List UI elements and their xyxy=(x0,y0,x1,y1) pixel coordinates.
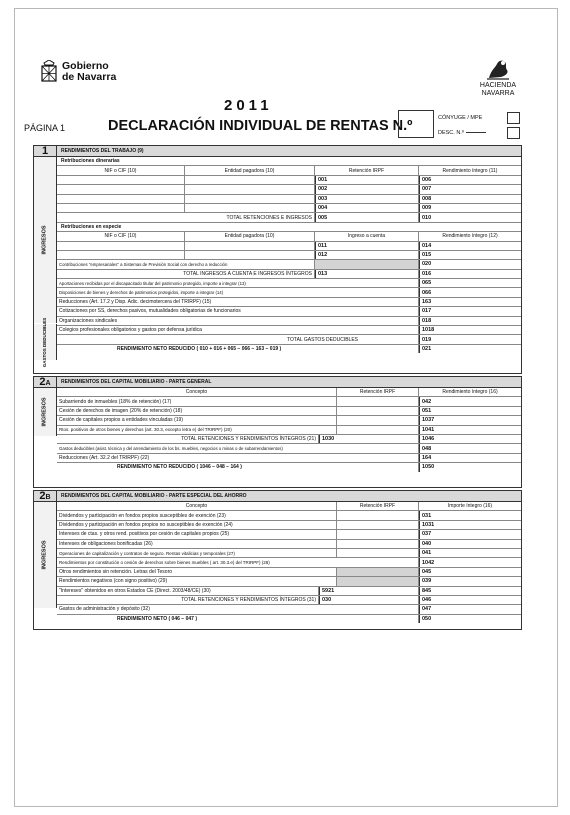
row-label: Cotizaciones por SS, derechos pasivos, mutualidades obligatorias de funcionarios xyxy=(57,307,419,315)
col-header: Concepto xyxy=(57,502,337,510)
form-title: DECLARACIÓN INDIVIDUAL DE RENTAS N.º xyxy=(108,118,413,134)
box-code: 164 xyxy=(419,454,437,462)
rendimiento-field[interactable] xyxy=(437,407,521,415)
table-row xyxy=(57,416,521,425)
box-code: 1030 xyxy=(319,435,341,443)
table-row xyxy=(57,540,521,549)
box-code: 017 xyxy=(419,307,437,315)
hacienda-line-1: HACIENDA xyxy=(479,82,517,89)
navarra-shield-icon xyxy=(40,60,58,84)
entidad-field[interactable] xyxy=(185,185,315,193)
importe-field[interactable] xyxy=(437,511,521,519)
importe-field[interactable] xyxy=(437,577,521,585)
box-code: 1046 xyxy=(419,435,437,443)
gastos-side-label: GASTOS DEDUCIBLES xyxy=(34,324,57,360)
contrib-field[interactable] xyxy=(437,260,521,268)
box-code: 009 xyxy=(419,204,437,212)
row-label: Cesión de capitales propios a entidades vinculadas (19) xyxy=(57,416,337,424)
total-label: TOTAL GASTOS DEDUCIBLES xyxy=(57,335,419,343)
col-header: Entidad pagadora (10) xyxy=(185,166,315,174)
colegios-field[interactable] xyxy=(437,326,521,334)
box-code: 046 xyxy=(419,596,437,604)
table-row xyxy=(57,317,521,326)
box-code: 041 xyxy=(419,549,437,557)
table-row xyxy=(57,288,521,297)
table-row xyxy=(57,568,521,577)
hacienda-line-2: NAVARRA xyxy=(481,90,515,97)
box-code: 008 xyxy=(419,195,437,203)
box-code: 015 xyxy=(419,251,437,259)
gobierno-logo xyxy=(40,60,116,84)
table-header xyxy=(57,166,521,175)
rendimiento-field[interactable] xyxy=(437,397,521,405)
box-code: 1050 xyxy=(419,463,437,471)
total-label: TOTAL RETENCIONES Y RENDIMIENTOS ÍNTEGROS (21) xyxy=(57,435,319,443)
table-row xyxy=(57,558,521,567)
row-label: Reducciones (Art. 17.2 y Disp. Adic. decimotercera del TRIRPF) (15) xyxy=(57,298,419,306)
retencion-field[interactable] xyxy=(337,397,419,405)
box-code: 019 xyxy=(419,335,437,343)
table-row xyxy=(57,251,521,260)
box-code: 042 xyxy=(419,397,437,405)
box-code: 045 xyxy=(419,568,437,576)
row-label: Dividendos y participación en fondos propios susceptibles de exención (23) xyxy=(57,511,337,519)
table-row xyxy=(57,407,521,416)
row-label: Gastos deducibles (asist. técnica y del arrendamiento de los bs. muebles, negocios o minas o de subarrendamientos) xyxy=(57,444,419,452)
box-code: 021 xyxy=(419,345,437,353)
sindicales-field[interactable] xyxy=(437,317,521,325)
row-label: Otros rendimientos sin retención. Letras del Tesoro xyxy=(57,568,337,576)
nif-field[interactable] xyxy=(57,204,185,212)
table-row xyxy=(57,521,521,530)
col-header: NIF o CIF (10) xyxy=(57,232,185,240)
total-rendimiento-field[interactable] xyxy=(437,213,521,221)
retencion-field[interactable] xyxy=(337,416,419,424)
box-code: 845 xyxy=(419,587,437,595)
box-code: 018 xyxy=(419,317,437,325)
table-row xyxy=(57,444,521,453)
row-label: Gastos de administración y depósito (32) xyxy=(57,605,419,613)
net-label: RENDIMIENTO NETO ( 046 − 047 ) xyxy=(57,615,419,623)
importe-field[interactable] xyxy=(437,587,521,595)
entidad-field[interactable] xyxy=(185,176,315,184)
aport-field[interactable] xyxy=(437,279,521,287)
dispos-field[interactable] xyxy=(437,288,521,296)
section-2b-capital-ahorro xyxy=(33,490,522,630)
rendimiento-field[interactable] xyxy=(437,242,521,250)
section-1-trabajo xyxy=(33,145,522,374)
box-code: 002 xyxy=(315,185,333,193)
net-row xyxy=(57,345,521,353)
row-label: Dividendos y participación en fondos propios no susceptibles de exención (24) xyxy=(57,521,337,529)
entidad-field[interactable] xyxy=(185,195,315,203)
row-label: Aportaciones recibidas por el discapacitado titular del patrimonio protegido, importe a integrar (13) xyxy=(57,279,419,287)
table-row xyxy=(57,530,521,539)
total-retencion-field[interactable] xyxy=(333,213,419,221)
ingresos-side-label: INGRESOS xyxy=(34,502,57,608)
section-2b-header xyxy=(34,491,521,502)
table-row xyxy=(57,397,521,406)
tax-year: 2011 xyxy=(224,97,273,114)
importe-field[interactable] xyxy=(437,549,521,557)
col-header: Retención IRPF xyxy=(337,502,419,510)
nif-field[interactable] xyxy=(57,242,185,250)
section-2a-capital-general xyxy=(33,376,522,488)
section-title: RENDIMIENTOS DEL TRABAJO (9) xyxy=(61,148,144,154)
retencion-field[interactable] xyxy=(337,511,419,519)
rendimiento-field[interactable] xyxy=(437,176,521,184)
col-header: Concepto xyxy=(57,388,337,396)
section-title: RENDIMIENTOS DEL CAPITAL MOBILIARIO - PARTE ESPECIAL DEL AHORRO xyxy=(61,493,247,499)
row-label: Intereses de obligaciones bonificadas (26) xyxy=(57,540,337,548)
box-code: 040 xyxy=(419,540,437,548)
section-number: 1 xyxy=(34,146,57,156)
net-row xyxy=(57,615,521,623)
row-label: Contribuciones "empresariales" a Sistemas de Previsión Social con derecho a reducción xyxy=(57,260,315,268)
col-header: Rendimiento íntegro (16) xyxy=(442,389,498,396)
importe-field[interactable] xyxy=(437,568,521,576)
box-code: 1031 xyxy=(419,521,437,529)
box-code: 031 xyxy=(419,511,437,519)
table-header xyxy=(57,232,521,241)
reduc-field[interactable] xyxy=(437,298,521,306)
total-gastos-field[interactable] xyxy=(437,335,521,343)
box-code: 013 xyxy=(315,270,333,278)
ingresos-side-label: INGRESOS xyxy=(34,388,57,436)
ingresos-side-label: INGRESOS xyxy=(34,157,57,323)
total-row xyxy=(57,596,521,605)
total-label: TOTAL RETENCIONES Y RENDIMIENTOS ÍNTEGROS (31) xyxy=(57,596,319,604)
importe-field[interactable] xyxy=(437,521,521,529)
shaded-cell xyxy=(337,577,419,585)
box-code: 014 xyxy=(419,242,437,250)
entidad-field[interactable] xyxy=(185,204,315,212)
total-retencion-field[interactable] xyxy=(341,435,419,443)
entidad-field[interactable] xyxy=(185,251,315,259)
total-rendimiento-field[interactable] xyxy=(437,435,521,443)
box-code: 001 xyxy=(315,176,333,184)
table-row xyxy=(57,242,521,251)
col-header: Entidad pagadora (10) xyxy=(185,232,315,240)
desc-checkbox[interactable] xyxy=(507,127,520,139)
neto-field[interactable] xyxy=(437,615,521,623)
box-code: 005 xyxy=(315,213,333,221)
total-retencion-field[interactable] xyxy=(341,596,419,604)
box-code: 1018 xyxy=(419,326,437,334)
declaration-number-field[interactable] xyxy=(398,110,434,138)
rendimiento-field[interactable] xyxy=(437,204,521,212)
box-code: 1041 xyxy=(419,426,437,434)
box-code: 007 xyxy=(419,185,437,193)
box-code: 1042 xyxy=(419,558,437,566)
rendimiento-field[interactable] xyxy=(437,195,521,203)
row-label: Rendimientos negativos (con signo positivo) (29) xyxy=(57,577,337,585)
total-ingreso-field[interactable] xyxy=(333,270,419,278)
total-row xyxy=(57,335,521,344)
section-2a-header xyxy=(34,377,521,388)
page-label: PÁGINA 1 xyxy=(24,123,66,133)
table-row xyxy=(57,195,521,204)
row-label: Intereses de ctas. y otros rend. positivos por cesión de capitales propios (25) xyxy=(57,530,337,538)
conyuge-box xyxy=(438,110,520,142)
nif-field[interactable] xyxy=(57,195,185,203)
box-code: 065 xyxy=(419,279,437,287)
col-header: Retención IRPF xyxy=(337,388,419,396)
retencion-field[interactable] xyxy=(341,587,419,595)
ingreso-cuenta-field[interactable] xyxy=(333,242,419,250)
table-header xyxy=(57,502,521,511)
rendimiento-field[interactable] xyxy=(437,416,521,424)
box-code: 5921 xyxy=(319,587,341,595)
importe-field[interactable] xyxy=(437,540,521,548)
retencion-field[interactable] xyxy=(333,204,419,212)
entidad-field[interactable] xyxy=(185,242,315,250)
table-row xyxy=(57,279,521,288)
total-importe-field[interactable] xyxy=(437,596,521,604)
box-code: 010 xyxy=(419,213,437,221)
retencion-field[interactable] xyxy=(337,521,419,529)
retencion-field[interactable] xyxy=(337,549,419,557)
box-code: 048 xyxy=(419,444,437,452)
conyuge-label: CÓNYUGE / MPE xyxy=(438,114,483,121)
reduc-field[interactable] xyxy=(437,454,521,462)
retencion-field[interactable] xyxy=(337,426,419,434)
hacienda-logo xyxy=(478,58,518,98)
importe-field[interactable] xyxy=(437,558,521,566)
total-row xyxy=(57,435,521,444)
col-header: NIF o CIF (10) xyxy=(57,166,185,174)
nif-field[interactable] xyxy=(57,185,185,193)
box-code: 020 xyxy=(419,260,437,268)
conyuge-checkbox[interactable] xyxy=(507,112,520,124)
sub-heading: Retribuciones dinerarias xyxy=(61,158,120,165)
retencion-field[interactable] xyxy=(337,407,419,415)
row-label: "Intereses" obtenidos en otros Estados CE (Direct. 2003/48/CE) (30) xyxy=(57,587,319,595)
col-header: Ingreso a cuenta xyxy=(315,232,419,240)
table-row xyxy=(57,307,521,316)
desc-number-field[interactable] xyxy=(466,132,486,133)
neto-field[interactable] xyxy=(437,345,521,353)
row-label: Rtos. positivos de otros bienes y derechos (art. 30.3, excepto letra e) del TRIRPF) (20) xyxy=(57,426,337,434)
hacienda-emblem-icon xyxy=(485,58,511,80)
total-row xyxy=(57,270,521,279)
box-code: 047 xyxy=(419,605,437,613)
logo-line-2: de Navarra xyxy=(62,71,117,83)
retencion-field[interactable] xyxy=(337,540,419,548)
gastos-field[interactable] xyxy=(437,444,521,452)
box-code: 039 xyxy=(419,577,437,585)
table-row xyxy=(57,260,521,269)
box-code: 030 xyxy=(319,596,341,604)
row-label: Cesión de derechos de imagen (20% de retención) (18) xyxy=(57,407,337,415)
col-header: Rendimiento íntegro (11) xyxy=(442,167,498,174)
box-code: 006 xyxy=(419,176,437,184)
shaded-cell xyxy=(337,568,419,576)
box-code: 050 xyxy=(419,615,437,623)
net-formula: ( 1046 − 048 − 164 ) xyxy=(196,464,242,471)
box-code: 003 xyxy=(315,195,333,203)
section-title: RENDIMIENTOS DEL CAPITAL MOBILIARIO - PARTE GENERAL xyxy=(61,379,212,385)
box-code: 066 xyxy=(419,288,437,296)
table-header xyxy=(57,388,521,397)
importe-field[interactable] xyxy=(437,530,521,538)
net-label: RENDIMIENTO NETO REDUCIDO ( 1046 − 048 − 164 ) xyxy=(57,463,419,471)
rendimiento-field[interactable] xyxy=(437,426,521,434)
box-code: 051 xyxy=(419,407,437,415)
table-row xyxy=(57,298,521,307)
total-integro-field[interactable] xyxy=(437,270,521,278)
col-header: Retención IRPF xyxy=(315,166,419,174)
box-code: 016 xyxy=(419,270,437,278)
row-label: Colegios profesionales obligatorios y gastos por defensa jurídica xyxy=(57,326,419,334)
box-code: 1037 xyxy=(419,416,437,424)
rendimiento-field[interactable] xyxy=(437,185,521,193)
table-row xyxy=(57,426,521,435)
nif-field[interactable] xyxy=(57,251,185,259)
row-label: Rendimientos por constitución o cesión de derechos sobre bienes muebles ( art. 30.3.e) del TRIRPF) (28) xyxy=(57,558,419,566)
table-row xyxy=(57,185,521,194)
box-code: 004 xyxy=(315,204,333,212)
retencion-field[interactable] xyxy=(333,185,419,193)
neto-field[interactable] xyxy=(437,463,521,471)
table-row xyxy=(57,549,521,558)
table-row xyxy=(57,577,521,586)
rendimiento-field[interactable] xyxy=(437,251,521,259)
box-code: 012 xyxy=(315,251,333,259)
retencion-field[interactable] xyxy=(337,530,419,538)
nif-field[interactable] xyxy=(57,176,185,184)
shaded-cell xyxy=(315,260,419,268)
total-label: TOTAL RETENCIONES E INGRESOS xyxy=(57,213,315,221)
desc-label: DESC. N.º xyxy=(438,129,464,136)
logo-line-1: Gobierno xyxy=(62,60,109,72)
box-code: 011 xyxy=(315,242,333,250)
total-row xyxy=(57,213,521,222)
table-row xyxy=(57,204,521,213)
net-formula: ( 010 + 016 + 065 − 066 − 163 − 019 ) xyxy=(196,346,282,352)
cotizaciones-field[interactable] xyxy=(437,307,521,315)
section-1-header xyxy=(34,146,521,157)
box-code: 163 xyxy=(419,298,437,306)
table-row xyxy=(57,326,521,335)
retencion-field[interactable] xyxy=(333,176,419,184)
table-row xyxy=(57,587,521,596)
gastos-field[interactable] xyxy=(437,605,521,613)
box-code: 037 xyxy=(419,530,437,538)
net-row xyxy=(57,463,521,471)
retencion-field[interactable] xyxy=(333,195,419,203)
table-row xyxy=(57,176,521,185)
col-header: Rendimiento íntegro (12) xyxy=(442,233,498,240)
sub-heading: Retribuciones en especie xyxy=(61,223,122,230)
ingreso-cuenta-field[interactable] xyxy=(333,251,419,259)
row-label: Subarriendo de inmuebles (18% de retención) (17) xyxy=(57,397,337,405)
row-label: Organizaciones sindicales xyxy=(57,317,419,325)
net-formula: ( 046 − 047 ) xyxy=(168,615,197,622)
total-label: TOTAL INGRESOS A CUENTA E INGRESOS ÍNTEGROS xyxy=(57,270,315,278)
section-number: 2B xyxy=(34,491,57,501)
section-number: 2A xyxy=(34,377,57,387)
row-label: Disposiciones de bienes y derechos de patrimonios protegidos, importe a integrar (14) xyxy=(57,288,419,296)
col-header: Importe íntegro (16) xyxy=(447,503,493,510)
table-row xyxy=(57,511,521,520)
row-label: Operaciones de capitalización y contratos de seguro. Rentas vitalicias y temporales (27) xyxy=(57,549,337,557)
table-row xyxy=(57,605,521,614)
table-row xyxy=(57,454,521,463)
row-label: Reducciones (Art. 32.2 del TRIRPF) (22) xyxy=(57,454,419,462)
net-label: RENDIMIENTO NETO REDUCIDO ( 010 + 016 + 065 − 066 − 163 − 019 ) xyxy=(57,345,419,353)
